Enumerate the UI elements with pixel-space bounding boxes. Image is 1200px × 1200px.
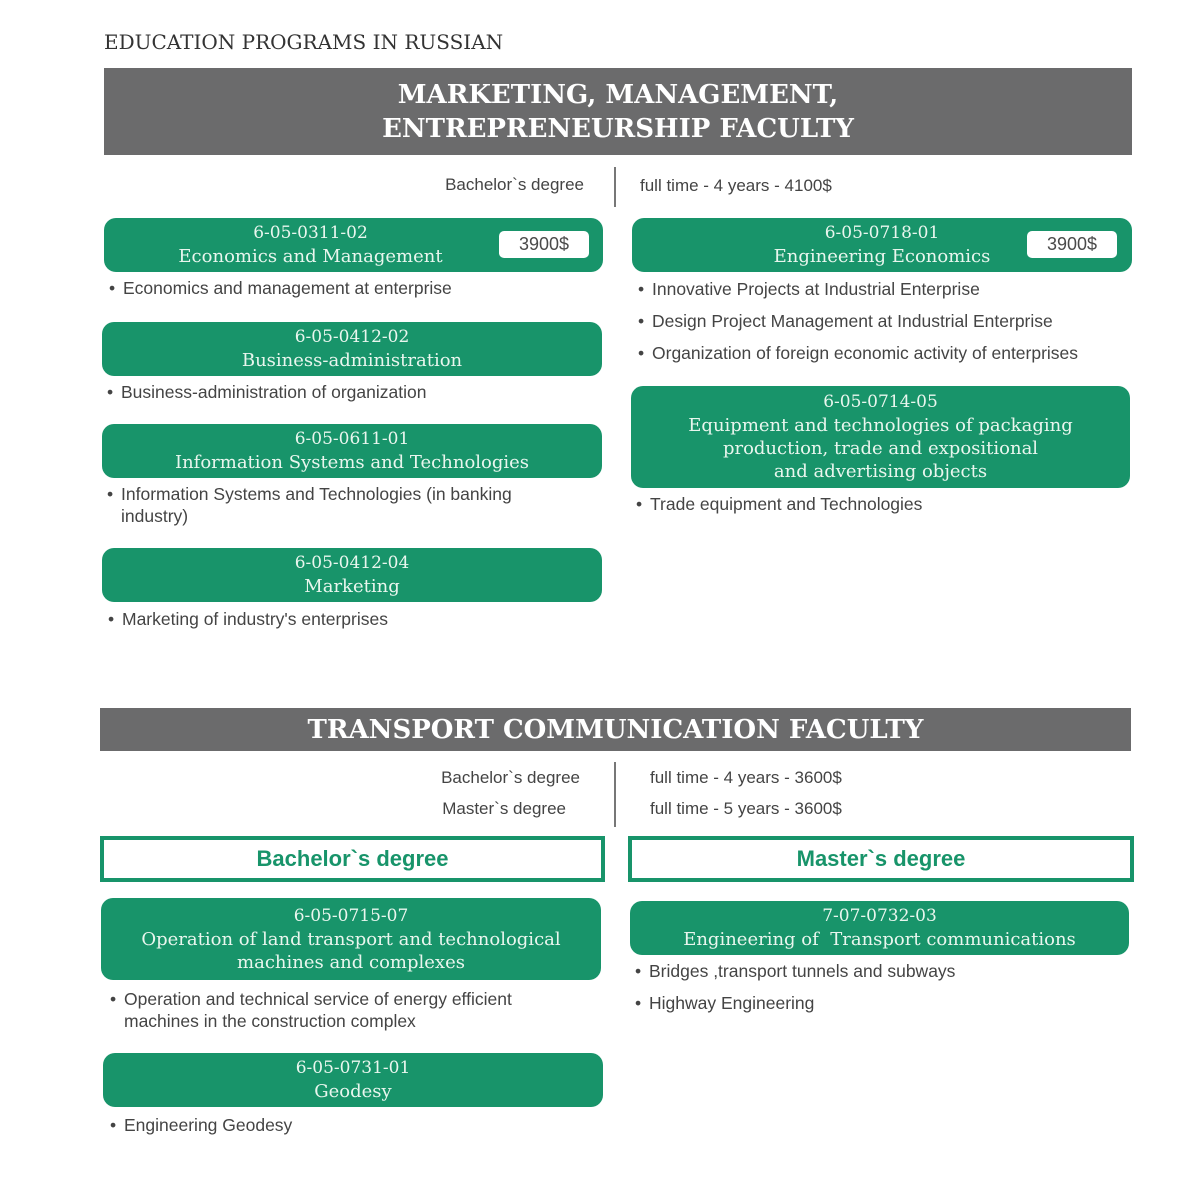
- program-card[interactable]: [101, 898, 601, 980]
- program-name: Business-administration: [241, 350, 463, 371]
- program-name: Engineering Economics: [773, 246, 991, 267]
- specialization-item: • Innovative Projects at Industrial Enterprise: [638, 279, 980, 299]
- bullet-icon: •: [635, 961, 642, 981]
- program-name: Information Systems and Technologies: [174, 452, 530, 473]
- page-title: EDUCATION PROGRAMS IN RUSSIAN: [104, 30, 504, 54]
- program-name-line1: Equipment and technologies of packaging: [688, 415, 1073, 436]
- program-code: 6-05-0311-02: [253, 223, 368, 243]
- specialization-item: • Operation and technical service of energy efficient machines in the construction complex: [110, 989, 512, 1031]
- program-card[interactable]: [632, 218, 1132, 272]
- program-name: Economics and Management: [178, 246, 443, 267]
- degree-label: Bachelor`s degree: [441, 768, 580, 787]
- specialization-item: • Trade equipment and Technologies: [636, 494, 923, 514]
- specialization-item: • Marketing of industry's enterprises: [108, 609, 388, 629]
- program-code: 6-05-0412-04: [294, 553, 410, 573]
- program-code: 6-05-0718-01: [824, 223, 940, 243]
- bullet-icon: •: [110, 1115, 117, 1135]
- specialization-item: • Information Systems and Technologies (in banking industry): [107, 484, 512, 526]
- bullet-icon: •: [638, 311, 645, 331]
- degree-divider: [614, 762, 616, 827]
- degree-label: Master`s degree: [442, 799, 566, 818]
- faculty-banner-marketing: [104, 68, 1132, 155]
- program-name: Marketing: [304, 576, 400, 597]
- program-name-line3: and advertising objects: [773, 461, 988, 482]
- master-section-header: Master`s degree: [628, 836, 1134, 882]
- program-card[interactable]: [102, 322, 602, 376]
- specialization-item: • Economics and management at enterprise: [109, 278, 452, 298]
- program-code: 6-05-0715-07: [293, 905, 409, 926]
- program-card[interactable]: [102, 424, 602, 478]
- bullet-icon: •: [109, 278, 116, 298]
- program-name-line2: machines and complexes: [237, 951, 465, 973]
- price-badge: 3900$: [499, 231, 589, 258]
- program-code: 6-05-0611-01: [294, 429, 410, 449]
- degree-label: Bachelor`s degree: [445, 175, 584, 194]
- bullet-icon: •: [108, 609, 115, 629]
- specialization-item: • Business-administration of organization: [107, 382, 427, 402]
- program-card[interactable]: [103, 1053, 603, 1107]
- faculty-banner-transport: [100, 708, 1131, 751]
- specialization-item: • Organization of foreign economic activity of enterprises: [638, 343, 1079, 363]
- program-code: 6-05-0714-05: [823, 392, 938, 412]
- program-name-line1: Operation of land transport and technological: [141, 928, 561, 950]
- bullet-icon: •: [107, 382, 114, 402]
- bullet-icon: •: [636, 494, 643, 514]
- faculty-title: TRANSPORT COMMUNICATION FACULTY: [307, 714, 924, 745]
- program-code: 6-05-0731-01: [295, 1058, 411, 1078]
- program-name: Engineering of Transport communications: [683, 929, 1076, 950]
- specialization-item: • Design Project Management at Industrial Enterprise: [638, 311, 1053, 331]
- program-name: Geodesy: [314, 1081, 392, 1102]
- specialization-item: • Engineering Geodesy: [110, 1115, 293, 1135]
- bullet-icon: •: [635, 993, 642, 1013]
- program-name-line2: production, trade and expositional: [722, 438, 1039, 459]
- program-card[interactable]: [102, 548, 602, 602]
- program-code: 7-07-0732-03: [822, 906, 937, 926]
- bullet-icon: •: [638, 343, 645, 363]
- faculty-title-line1: MARKETING, MANAGEMENT,: [397, 79, 839, 110]
- program-code: 6-05-0412-02: [294, 327, 410, 347]
- degree-info: full time - 4 years - 4100$: [640, 176, 832, 195]
- program-card[interactable]: [631, 386, 1130, 488]
- bullet-icon: •: [110, 989, 117, 1009]
- specialization-item: • Bridges ,transport tunnels and subways: [635, 961, 956, 981]
- price-badge: 3900$: [1027, 231, 1117, 258]
- specialization-item: • Highway Engineering: [635, 993, 815, 1013]
- program-card[interactable]: [630, 901, 1129, 955]
- faculty-title-line2: ENTREPRENEURSHIP FACULTY: [382, 113, 854, 144]
- bullet-icon: •: [107, 484, 114, 504]
- bullet-icon: •: [638, 279, 645, 299]
- degree-divider: [614, 167, 616, 207]
- degree-info: full time - 4 years - 3600$: [650, 768, 842, 787]
- degree-info: full time - 5 years - 3600$: [650, 799, 842, 818]
- bachelor-section-header: Bachelor`s degree: [100, 836, 605, 882]
- program-card[interactable]: [104, 218, 603, 272]
